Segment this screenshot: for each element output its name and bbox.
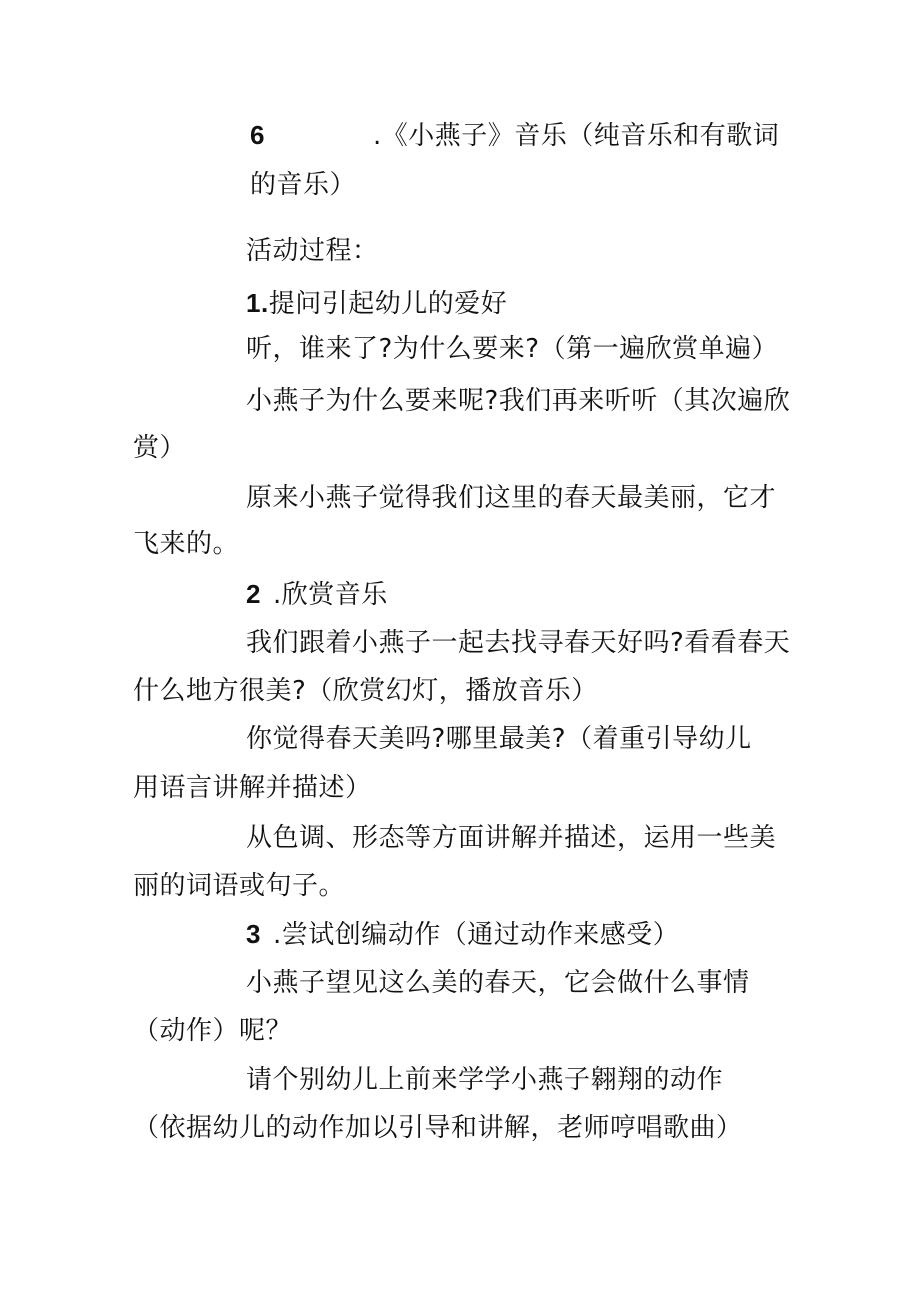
section-2-heading (246, 577, 388, 612)
process-heading: 活动过程： (246, 236, 379, 266)
paragraph-line: 你觉得春天美吗?哪里最美?（着重引导幼儿 (246, 724, 752, 754)
paragraph-line: 从色调、形态等方面讲解并描述，运用一些美 (246, 823, 777, 853)
section-number: 2 (246, 579, 261, 609)
section-1-heading (246, 286, 507, 321)
item-text: .《小燕子》音乐（纯音乐和有歌词 (372, 121, 780, 151)
item-number: 6 (250, 120, 265, 150)
paragraph-line: （动作）呢？ (133, 1016, 293, 1046)
section-title: .欣赏音乐 (272, 580, 388, 610)
item-6-line (250, 118, 779, 153)
section-number: 1. (246, 288, 269, 318)
paragraph-line: 听，谁来了?为什么要来?（第一遍欣赏单遍） (246, 334, 779, 364)
paragraph-line: 丽的词语或句子。 (133, 871, 346, 901)
paragraph-line: 小燕子望见这么美的春天，它会做什么事情 (246, 968, 750, 998)
paragraph-line: （依据幼儿的动作加以引导和讲解，老师哼唱歌曲） (133, 1113, 743, 1143)
paragraph-line: 原来小燕子觉得我们这里的春天最美丽，它才 (246, 483, 777, 513)
section-title: .尝试创编动作（通过动作来感受） (272, 920, 680, 950)
paragraph-line: 小燕子为什么要来呢?我们再来听听（其次遍欣 (246, 386, 791, 416)
section-3-heading (246, 917, 679, 952)
section-title: 提问引起幼儿的爱好 (268, 289, 508, 319)
paragraph-line: 飞来的。 (133, 529, 240, 559)
paragraph-line: 请个别幼儿上前来学学小燕子翱翔的动作 (246, 1065, 724, 1095)
paragraph-line: 我们跟着小燕子一起去找寻春天好吗?看看春天 (246, 628, 791, 658)
paragraph-line: 什么地方很美?（欣赏幻灯，播放音乐） (133, 676, 598, 706)
paragraph-line: 用语言讲解并描述） (133, 773, 372, 803)
section-number: 3 (246, 919, 261, 949)
paragraph-line: 赏） (133, 433, 187, 463)
item-6-continuation: 的音乐） (250, 170, 357, 200)
